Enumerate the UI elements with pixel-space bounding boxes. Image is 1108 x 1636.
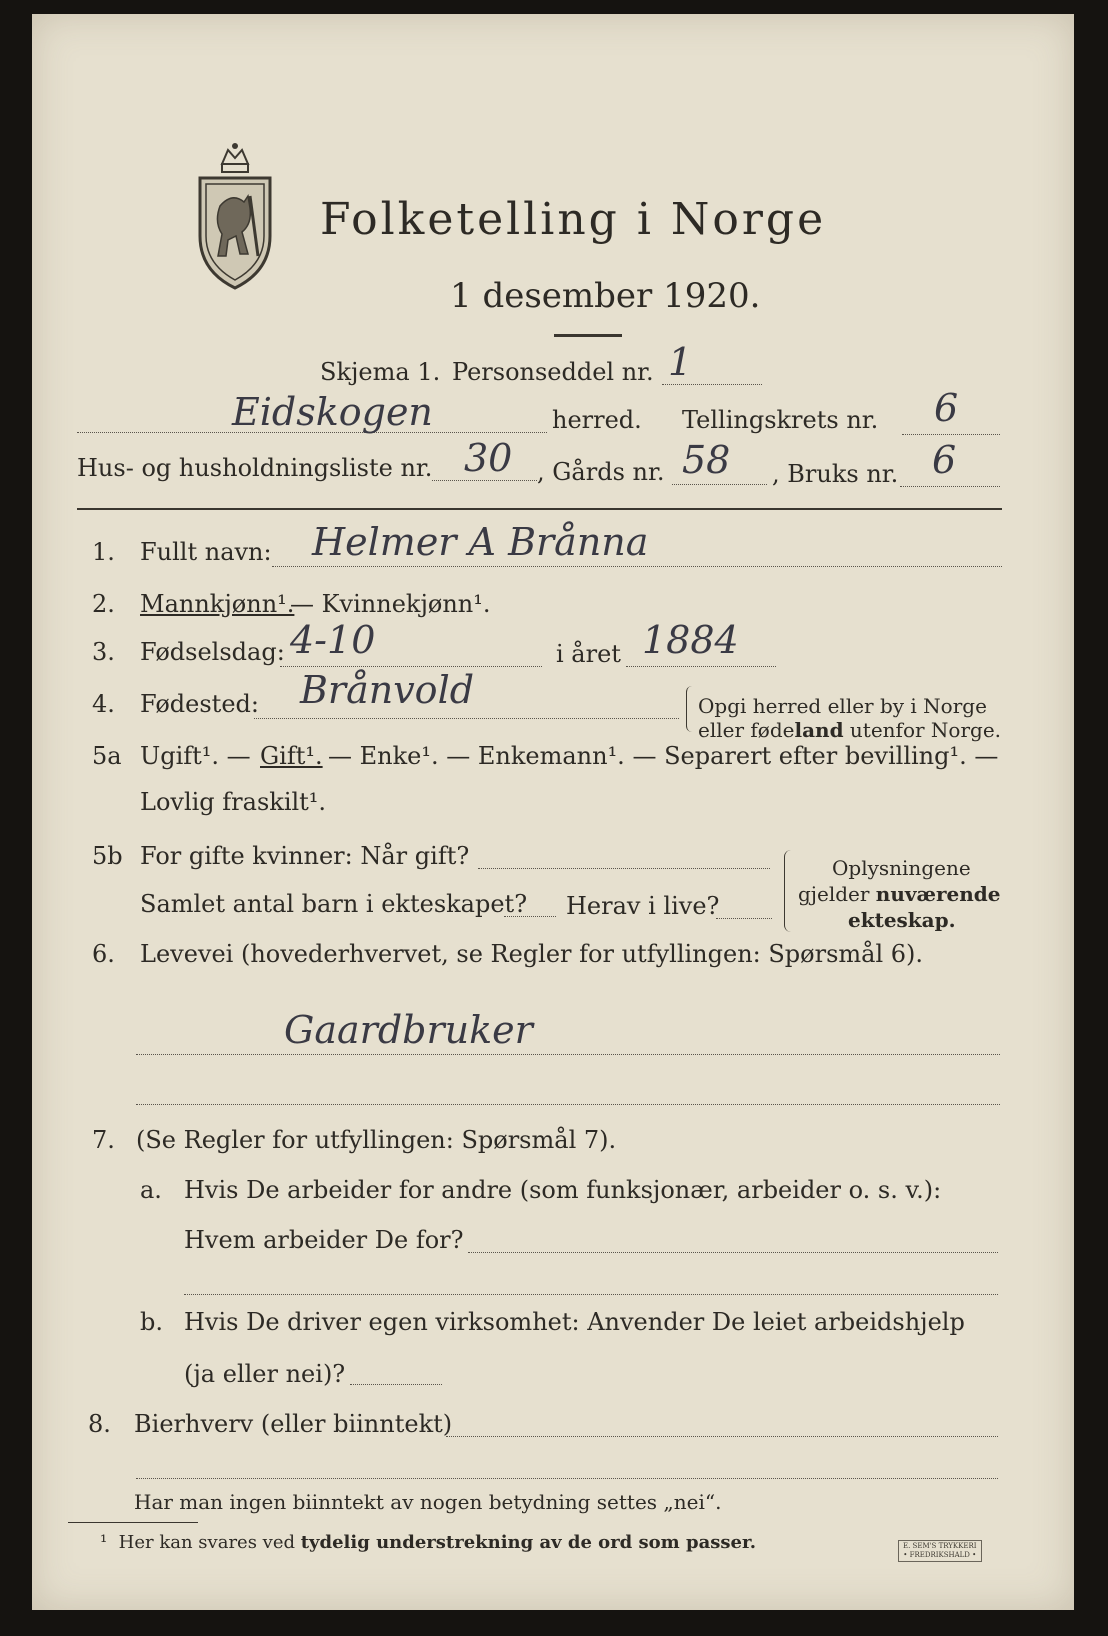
q6-occupation-value[interactable]: Gaardbruker xyxy=(284,1008,533,1052)
bruks-label: , Bruks nr. xyxy=(772,460,899,488)
q4-note-line1: Opgi herred eller by i Norge xyxy=(698,694,987,718)
q7b-line1: Hvis De driver egen virksomhet: Anvender De leiet arbeidshjelp xyxy=(184,1308,965,1336)
q3-year-value[interactable]: 1884 xyxy=(642,618,739,662)
q7a-letter: a. xyxy=(140,1176,162,1204)
herred-value[interactable]: Eidskogen xyxy=(232,390,433,434)
gards-label: , Gårds nr. xyxy=(537,458,665,486)
census-form-sheet xyxy=(32,14,1074,1610)
q5b-alive-line xyxy=(716,918,772,919)
q7b-field-line xyxy=(350,1384,442,1385)
bruks-field-line xyxy=(900,486,1000,487)
schema-label: Skjema 1. xyxy=(320,358,441,386)
q5b-note-line2: gjelder nuværende xyxy=(798,882,1001,906)
q7a-field-line-1 xyxy=(468,1252,998,1253)
q6-number: 6. xyxy=(92,940,115,968)
q5b-children-label: Samlet antal barn i ekteskapet? xyxy=(140,890,528,918)
q8-field-line-2 xyxy=(136,1478,998,1479)
header-divider xyxy=(77,508,1002,510)
q1-field-line xyxy=(272,566,1002,567)
q7b-line2: (ja eller nei)? xyxy=(184,1360,346,1388)
q1-number: 1. xyxy=(92,538,115,566)
q4-field-line xyxy=(254,718,679,719)
q8-label: Bierhverv (eller biinntekt) xyxy=(134,1410,453,1438)
q5a-number: 5a xyxy=(92,742,122,770)
q7a-line1: Hvis De arbeider for andre (som funksjonær, arbeider o. s. v.): xyxy=(184,1176,942,1204)
q8-number: 8. xyxy=(88,1410,111,1438)
tellingskrets-field-line xyxy=(902,434,1000,435)
q8-field-line-1 xyxy=(446,1436,998,1437)
personseddel-label: Personseddel nr. xyxy=(452,358,654,386)
q5a-other-options[interactable]: — Enke¹. — Enkemann¹. — Separert efter bevilling¹. — xyxy=(328,742,999,770)
q5a-unmarried-option[interactable]: Ugift¹. — xyxy=(140,742,251,770)
husliste-label: Hus- og husholdningsliste nr. xyxy=(77,454,433,482)
printer-stamp: E. SEM'S TRYKKERI • FREDRIKSHALD • xyxy=(898,1540,982,1562)
gards-field-line xyxy=(672,484,767,485)
q4-brace xyxy=(686,686,693,732)
husliste-value[interactable]: 30 xyxy=(464,436,513,480)
q3-year-label: i året xyxy=(556,640,621,668)
census-date: 1 desember 1920. xyxy=(450,276,761,316)
q7b-letter: b. xyxy=(140,1308,163,1336)
q2-male-option[interactable]: Mannkjønn¹. xyxy=(140,590,295,618)
q5b-children-line xyxy=(504,916,556,917)
coat-of-arms-icon xyxy=(192,136,278,296)
q5b-married-when-line xyxy=(478,868,770,869)
q4-label: Fødested: xyxy=(140,690,259,718)
title-divider xyxy=(554,334,622,337)
tellingskrets-label: Tellingskrets nr. xyxy=(682,406,879,434)
q7-label: (Se Regler for utfyllingen: Spørsmål 7). xyxy=(136,1126,617,1154)
q5b-married-when-label: For gifte kvinner: Når gift? xyxy=(140,842,470,870)
husliste-field-line xyxy=(432,480,537,481)
footnote-divider xyxy=(68,1522,198,1523)
q7-number: 7. xyxy=(92,1126,115,1154)
q4-birthplace-value[interactable]: Brånvold xyxy=(300,668,475,712)
q6-label: Levevei (hovederhvervet, se Regler for utfyllingen: Spørsmål 6). xyxy=(140,940,924,968)
q5b-alive-label: Herav i live? xyxy=(566,892,720,920)
q2-female-option[interactable]: — Kvinnekjønn¹. xyxy=(290,590,491,618)
q5b-note-line3: ekteskap. xyxy=(848,908,956,932)
q5b-note-line1: Oplysningene xyxy=(832,856,971,880)
q4-note-line2: eller fødeland utenfor Norge. xyxy=(698,718,1002,742)
herred-label: herred. xyxy=(552,406,642,434)
q7a-line2: Hvem arbeider De for? xyxy=(184,1226,464,1254)
q7a-field-line-2 xyxy=(184,1294,998,1295)
q1-label: Fullt navn: xyxy=(140,538,272,566)
q6-field-line-2 xyxy=(136,1104,1000,1105)
q2-number: 2. xyxy=(92,590,115,618)
gards-value[interactable]: 58 xyxy=(682,438,731,482)
q5a-divorced-option[interactable]: Lovlig fraskilt¹. xyxy=(140,788,327,816)
q8-note: Har man ingen biinntekt av nogen betydning settes „nei“. xyxy=(134,1490,722,1514)
q3-year-field-line xyxy=(626,666,776,667)
q3-birthdate-value[interactable]: 4-10 xyxy=(290,618,376,662)
personseddel-field-line xyxy=(662,384,762,385)
q6-field-line-1 xyxy=(136,1054,1000,1055)
q5b-brace xyxy=(784,850,791,932)
bruks-value[interactable]: 6 xyxy=(932,438,957,482)
page-title: Folketelling i Norge xyxy=(320,194,827,245)
q3-number: 3. xyxy=(92,638,115,666)
q3-field-line xyxy=(280,666,542,667)
q5a-married-option[interactable]: Gift¹. xyxy=(260,742,323,770)
q5b-number: 5b xyxy=(92,842,123,870)
footnote: ¹ Her kan svares ved tydelig understrekning av de ord som passer. xyxy=(100,1532,757,1553)
q1-full-name-value[interactable]: Helmer A Brånna xyxy=(312,520,649,564)
personseddel-value[interactable]: 1 xyxy=(668,340,693,384)
q4-number: 4. xyxy=(92,690,115,718)
tellingskrets-value[interactable]: 6 xyxy=(934,386,959,430)
q3-label: Fødselsdag: xyxy=(140,638,285,666)
